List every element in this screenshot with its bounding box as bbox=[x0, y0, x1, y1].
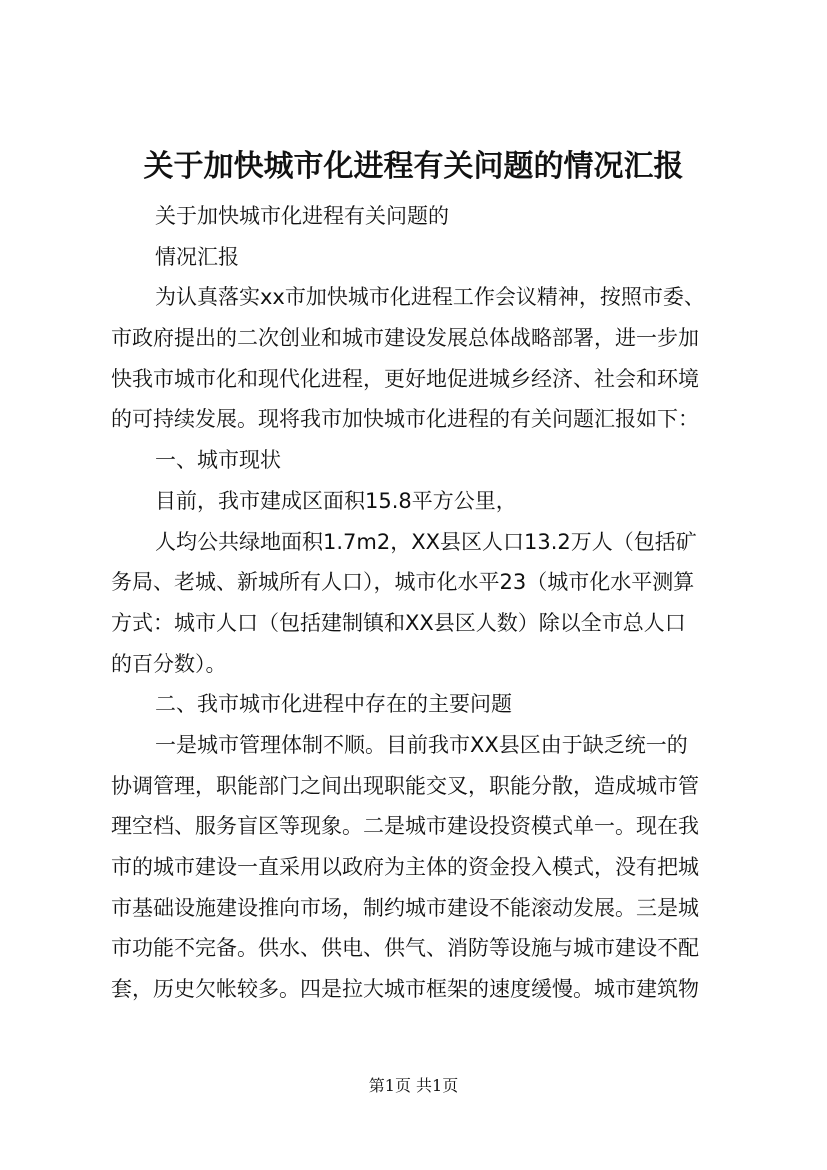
subtitle-line: 情况汇报 bbox=[155, 244, 239, 269]
paragraph-line: 理空档、服务盲区等现象。二是城市建设投资模式单一。现在我 bbox=[111, 814, 699, 839]
paragraph-line: 的可持续发展。现将我市加快城市化进程的有关问题汇报如下： bbox=[111, 407, 699, 432]
paragraph-line: 市政府提出的二次创业和城市建设发展总体战略部署，进一步加 bbox=[111, 326, 699, 351]
paragraph-line: 目前，我市建成区面积15.8平方公里， bbox=[155, 488, 517, 513]
paragraph-line: 的百分数）。 bbox=[111, 651, 227, 676]
paragraph-line: 协调管理，职能部门之间出现职能交叉，职能分散，造成城市管 bbox=[111, 773, 699, 798]
paragraph-line: 市基础设施建设推向市场，制约城市建设不能滚动发展。三是城 bbox=[111, 895, 699, 920]
page-number-footer: 第1页 共1页 bbox=[368, 1076, 459, 1095]
paragraph-line: 人均公共绿地面积1.7m2，XX县区人口13.2万人（包括矿 bbox=[155, 529, 697, 554]
section-heading: 二、我市城市化进程中存在的主要问题 bbox=[155, 692, 512, 717]
paragraph-line: 套，历史欠帐较多。四是拉大城市框架的速度缓慢。城市建筑物 bbox=[111, 977, 699, 1002]
document-title: 关于加快城市化进程有关问题的情况汇报 bbox=[143, 149, 684, 184]
paragraph-line: 务局、老城、新城所有人口），城市化水平23（城市化水平测算 bbox=[111, 570, 695, 595]
document-body bbox=[111, 196, 731, 1010]
paragraph-line: 方式：城市人口（包括建制镇和XX县区人数）除以全市总人口 bbox=[111, 610, 686, 635]
paragraph-line: 市的城市建设一直采用以政府为主体的资金投入模式，没有把城 bbox=[111, 855, 699, 879]
paragraph-line: 为认真落实xx市加快城市化进程工作会议精神，按照市委、 bbox=[155, 285, 705, 310]
subtitle-line: 关于加快城市化进程有关问题的 bbox=[155, 204, 449, 228]
paragraph-line: 快我市城市化和现代化进程，更好地促进城乡经济、社会和环境 bbox=[111, 366, 699, 391]
paragraph-line: 一是城市管理体制不顺。目前我市XX县区由于缺乏统一的 bbox=[155, 732, 688, 757]
section-heading: 一、城市现状 bbox=[155, 448, 281, 473]
paragraph-line: 市功能不完备。供水、供电、供气、消防等设施与城市建设不配 bbox=[111, 936, 699, 961]
